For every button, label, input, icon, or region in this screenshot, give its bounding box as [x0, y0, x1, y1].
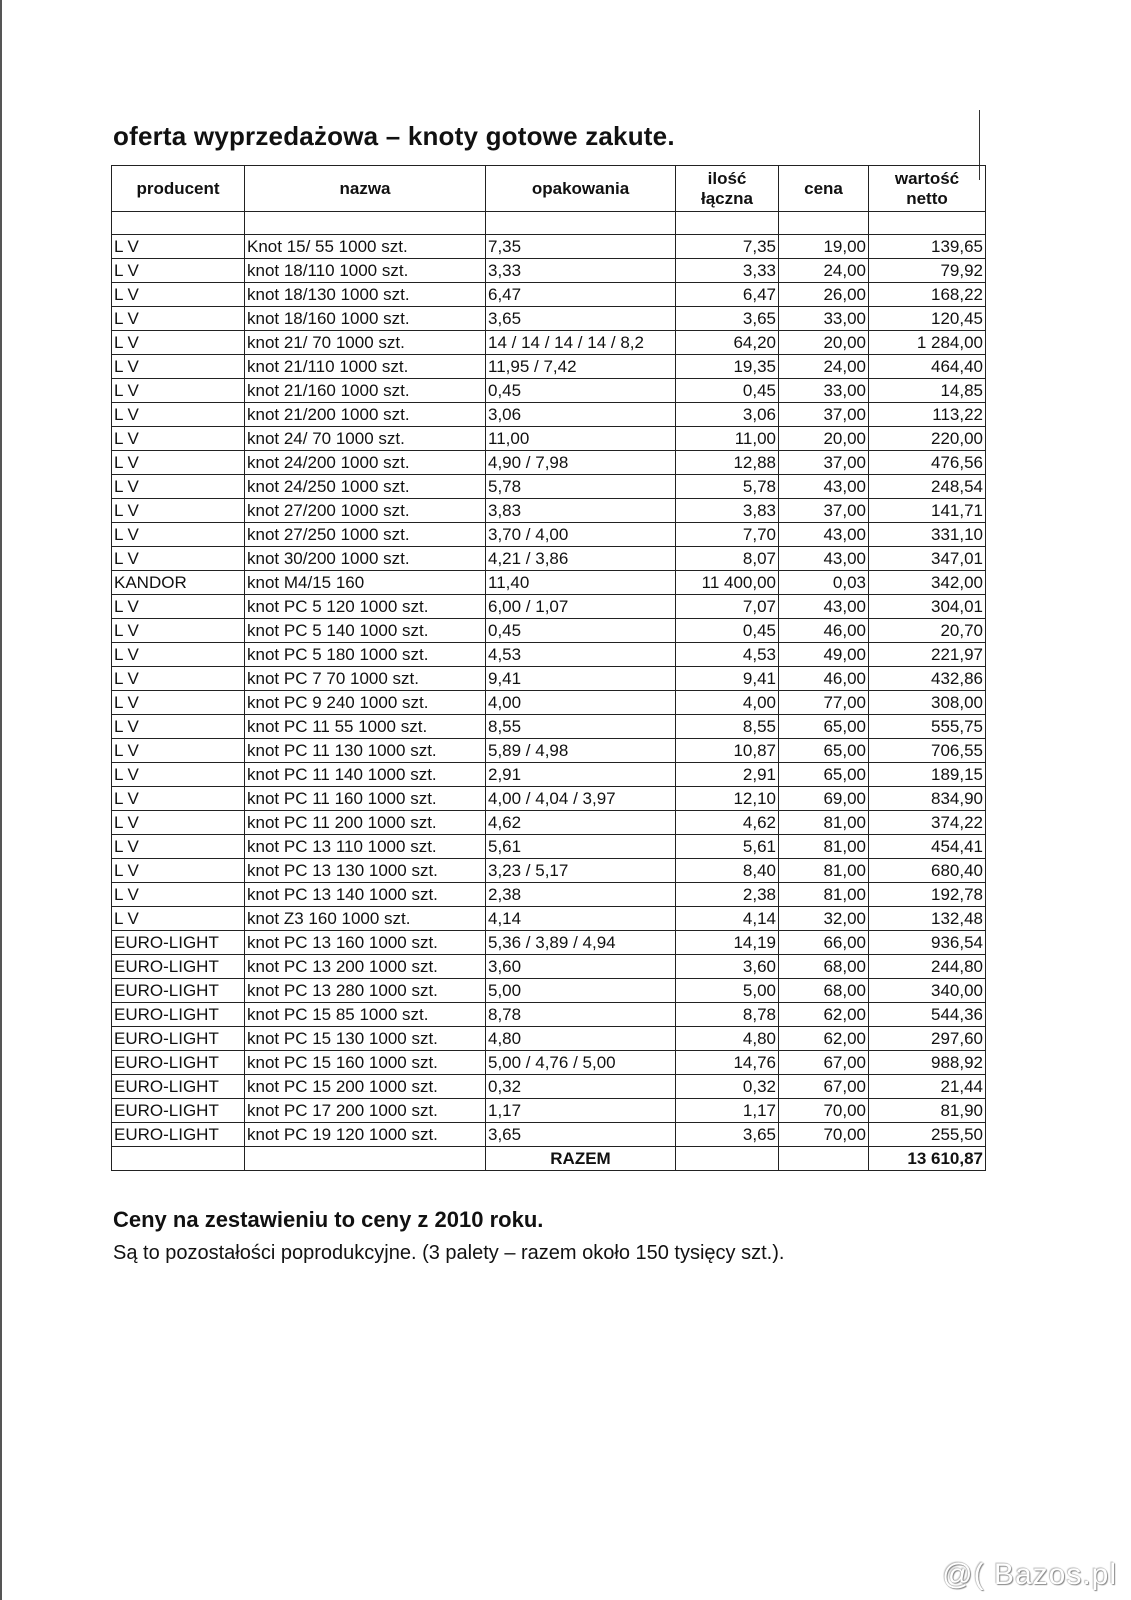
cell-producent: L V [112, 907, 245, 931]
blank-row [112, 212, 986, 235]
cell-nazwa: knot PC 15 130 1000 szt. [245, 1027, 486, 1051]
cell-wartosc: 79,92 [869, 259, 986, 283]
cell-opakowania: 4,53 [486, 643, 676, 667]
cell-nazwa: knot PC 15 160 1000 szt. [245, 1051, 486, 1075]
cell-ilosc: 4,62 [676, 811, 779, 835]
cell-ilosc: 12,10 [676, 787, 779, 811]
blank-cell [869, 212, 986, 235]
cell-opakowania: 4,00 [486, 691, 676, 715]
cell-producent: L V [112, 667, 245, 691]
cell-nazwa: knot PC 15 200 1000 szt. [245, 1075, 486, 1099]
cell-nazwa: knot PC 5 140 1000 szt. [245, 619, 486, 643]
cell-cena: 70,00 [779, 1099, 869, 1123]
cell-cena: 26,00 [779, 283, 869, 307]
cell-nazwa: knot M4/15 160 [245, 571, 486, 595]
cell-producent: EURO-LIGHT [112, 1123, 245, 1147]
cell-opakowania: 5,00 / 4,76 / 5,00 [486, 1051, 676, 1075]
header-wartosc-line2: netto [906, 188, 948, 208]
cell-cena: 65,00 [779, 715, 869, 739]
cell-opakowania: 2,38 [486, 883, 676, 907]
cell-wartosc: 113,22 [869, 403, 986, 427]
cell-producent: L V [112, 595, 245, 619]
cell-ilosc: 4,00 [676, 691, 779, 715]
cell-cena: 67,00 [779, 1075, 869, 1099]
cell-nazwa: knot 24/200 1000 szt. [245, 451, 486, 475]
cell-ilosc: 12,88 [676, 451, 779, 475]
cell-producent: L V [112, 451, 245, 475]
cell-ilosc: 4,80 [676, 1027, 779, 1051]
table-row [112, 811, 986, 835]
cell-nazwa: knot PC 11 140 1000 szt. [245, 763, 486, 787]
cell-cena: 37,00 [779, 499, 869, 523]
cell-cena: 0,03 [779, 571, 869, 595]
table-row [112, 259, 986, 283]
total-blank-cell [112, 1147, 245, 1171]
blank-cell [245, 212, 486, 235]
total-blank-cell [779, 1147, 869, 1171]
cell-opakowania: 5,36 / 3,89 / 4,94 [486, 931, 676, 955]
cell-nazwa: knot PC 7 70 1000 szt. [245, 667, 486, 691]
blank-cell [112, 212, 245, 235]
cell-producent: L V [112, 403, 245, 427]
cell-nazwa: knot PC 13 200 1000 szt. [245, 955, 486, 979]
table-row [112, 1051, 986, 1075]
bazos-watermark: @( Bazos.pl [942, 1558, 1117, 1591]
cell-ilosc: 7,35 [676, 235, 779, 259]
cell-ilosc: 0,32 [676, 1075, 779, 1099]
cell-ilosc: 1,17 [676, 1099, 779, 1123]
cell-producent: L V [112, 547, 245, 571]
cell-ilosc: 0,45 [676, 619, 779, 643]
cell-nazwa: knot 21/160 1000 szt. [245, 379, 486, 403]
table-row [112, 907, 986, 931]
header-ilosc-line1: ilość [707, 168, 747, 188]
cell-producent: L V [112, 235, 245, 259]
cell-producent: L V [112, 859, 245, 883]
cell-wartosc: 988,92 [869, 1051, 986, 1075]
cell-wartosc: 454,41 [869, 835, 986, 859]
cell-ilosc: 8,07 [676, 547, 779, 571]
table-row [112, 499, 986, 523]
cell-opakowania: 11,95 / 7,42 [486, 355, 676, 379]
cell-nazwa: knot PC 13 110 1000 szt. [245, 835, 486, 859]
cell-wartosc: 308,00 [869, 691, 986, 715]
cell-cena: 19,00 [779, 235, 869, 259]
scan-left-edge [0, 0, 2, 1600]
cell-wartosc: 141,71 [869, 499, 986, 523]
total-label: RAZEM [486, 1147, 676, 1171]
cell-wartosc: 464,40 [869, 355, 986, 379]
cell-cena: 43,00 [779, 523, 869, 547]
cell-wartosc: 14,85 [869, 379, 986, 403]
cell-cena: 81,00 [779, 883, 869, 907]
cell-opakowania: 0,45 [486, 379, 676, 403]
cell-producent: L V [112, 763, 245, 787]
header-producent: producent [112, 166, 245, 212]
cell-producent: L V [112, 787, 245, 811]
cell-ilosc: 5,61 [676, 835, 779, 859]
cell-producent: L V [112, 499, 245, 523]
cell-producent: L V [112, 427, 245, 451]
cell-opakowania: 8,78 [486, 1003, 676, 1027]
cell-producent: KANDOR [112, 571, 245, 595]
cell-cena: 69,00 [779, 787, 869, 811]
cell-producent: L V [112, 307, 245, 331]
cell-wartosc: 192,78 [869, 883, 986, 907]
cell-ilosc: 4,14 [676, 907, 779, 931]
cell-opakowania: 5,78 [486, 475, 676, 499]
cell-opakowania: 5,89 / 4,98 [486, 739, 676, 763]
cell-wartosc: 168,22 [869, 283, 986, 307]
cell-opakowania: 4,00 / 4,04 / 3,97 [486, 787, 676, 811]
blank-cell [676, 212, 779, 235]
cell-cena: 33,00 [779, 307, 869, 331]
cell-cena: 20,00 [779, 331, 869, 355]
cell-opakowania: 3,65 [486, 307, 676, 331]
cell-opakowania: 7,35 [486, 235, 676, 259]
cell-opakowania: 5,61 [486, 835, 676, 859]
cell-nazwa: knot PC 9 240 1000 szt. [245, 691, 486, 715]
cell-producent: L V [112, 523, 245, 547]
cell-ilosc: 3,83 [676, 499, 779, 523]
table-row [112, 379, 986, 403]
cell-opakowania: 0,45 [486, 619, 676, 643]
table-row [112, 403, 986, 427]
cell-ilosc: 3,33 [676, 259, 779, 283]
cell-nazwa: knot 24/ 70 1000 szt. [245, 427, 486, 451]
cell-producent: EURO-LIGHT [112, 955, 245, 979]
cell-cena: 43,00 [779, 547, 869, 571]
cell-nazwa: knot PC 11 160 1000 szt. [245, 787, 486, 811]
cell-cena: 81,00 [779, 835, 869, 859]
table-row [112, 1099, 986, 1123]
cell-nazwa: knot 18/110 1000 szt. [245, 259, 486, 283]
cell-ilosc: 7,70 [676, 523, 779, 547]
cell-wartosc: 189,15 [869, 763, 986, 787]
cell-producent: L V [112, 619, 245, 643]
cell-wartosc: 248,54 [869, 475, 986, 499]
cell-ilosc: 64,20 [676, 331, 779, 355]
cell-wartosc: 347,01 [869, 547, 986, 571]
cell-opakowania: 4,14 [486, 907, 676, 931]
cell-producent: EURO-LIGHT [112, 1051, 245, 1075]
header-opakowania: opakowania [486, 166, 676, 212]
table-row [112, 1027, 986, 1051]
table-row [112, 1075, 986, 1099]
cell-opakowania: 3,83 [486, 499, 676, 523]
table-row [112, 1123, 986, 1147]
cell-producent: L V [112, 643, 245, 667]
cell-nazwa: knot PC 11 130 1000 szt. [245, 739, 486, 763]
cell-nazwa: knot PC 13 140 1000 szt. [245, 883, 486, 907]
cell-producent: L V [112, 379, 245, 403]
cell-nazwa: knot PC 5 180 1000 szt. [245, 643, 486, 667]
table-row [112, 619, 986, 643]
cell-cena: 70,00 [779, 1123, 869, 1147]
cell-wartosc: 139,65 [869, 235, 986, 259]
cell-ilosc: 2,38 [676, 883, 779, 907]
cell-nazwa: knot 18/160 1000 szt. [245, 307, 486, 331]
cell-ilosc: 6,47 [676, 283, 779, 307]
cell-nazwa: knot 24/250 1000 szt. [245, 475, 486, 499]
cell-wartosc: 21,44 [869, 1075, 986, 1099]
cell-opakowania: 4,21 / 3,86 [486, 547, 676, 571]
cell-opakowania: 4,90 / 7,98 [486, 451, 676, 475]
cell-wartosc: 331,10 [869, 523, 986, 547]
cell-wartosc: 544,36 [869, 1003, 986, 1027]
document-title: oferta wyprzedażowa – knoty gotowe zakute. [113, 121, 675, 151]
cell-ilosc: 14,19 [676, 931, 779, 955]
cell-cena: 68,00 [779, 955, 869, 979]
table-row [112, 787, 986, 811]
blank-cell [486, 212, 676, 235]
cell-ilosc: 2,91 [676, 763, 779, 787]
cell-producent: L V [112, 355, 245, 379]
cell-wartosc: 834,90 [869, 787, 986, 811]
table-row [112, 427, 986, 451]
cell-ilosc: 11 400,00 [676, 571, 779, 595]
cell-cena: 65,00 [779, 739, 869, 763]
cell-nazwa: knot PC 17 200 1000 szt. [245, 1099, 486, 1123]
cell-ilosc: 11,00 [676, 427, 779, 451]
cell-wartosc: 20,70 [869, 619, 986, 643]
table-row [112, 955, 986, 979]
cell-wartosc: 1 284,00 [869, 331, 986, 355]
table-row [112, 739, 986, 763]
table-row [112, 451, 986, 475]
table-row [112, 235, 986, 259]
cell-producent: L V [112, 811, 245, 835]
table-row [112, 475, 986, 499]
cell-ilosc: 8,55 [676, 715, 779, 739]
cell-opakowania: 3,60 [486, 955, 676, 979]
cell-ilosc: 5,78 [676, 475, 779, 499]
cell-nazwa: knot 27/200 1000 szt. [245, 499, 486, 523]
cell-producent: L V [112, 475, 245, 499]
cell-ilosc: 14,76 [676, 1051, 779, 1075]
cell-nazwa: knot PC 15 85 1000 szt. [245, 1003, 486, 1027]
cell-opakowania: 5,00 [486, 979, 676, 1003]
total-value: 13 610,87 [869, 1147, 986, 1171]
cell-producent: EURO-LIGHT [112, 1027, 245, 1051]
cell-ilosc: 3,65 [676, 307, 779, 331]
cell-nazwa: knot 21/110 1000 szt. [245, 355, 486, 379]
cell-producent: EURO-LIGHT [112, 1003, 245, 1027]
cell-producent: EURO-LIGHT [112, 1075, 245, 1099]
cell-nazwa: knot PC 5 120 1000 szt. [245, 595, 486, 619]
cell-wartosc: 432,86 [869, 667, 986, 691]
cell-cena: 20,00 [779, 427, 869, 451]
cell-wartosc: 297,60 [869, 1027, 986, 1051]
note-text: Są to pozostałości poprodukcyjne. (3 palety – razem około 150 tysięcy szt.). [113, 1242, 785, 1264]
table-row [112, 691, 986, 715]
cell-producent: L V [112, 883, 245, 907]
cell-opakowania: 2,91 [486, 763, 676, 787]
header-ilosc [676, 166, 779, 212]
cell-nazwa: knot 21/ 70 1000 szt. [245, 331, 486, 355]
cell-nazwa: knot PC 13 160 1000 szt. [245, 931, 486, 955]
cell-wartosc: 81,90 [869, 1099, 986, 1123]
cell-ilosc: 19,35 [676, 355, 779, 379]
cell-ilosc: 3,65 [676, 1123, 779, 1147]
cell-opakowania: 3,06 [486, 403, 676, 427]
table-row [112, 523, 986, 547]
cell-cena: 24,00 [779, 259, 869, 283]
cell-nazwa: knot Z3 160 1000 szt. [245, 907, 486, 931]
cell-producent: L V [112, 259, 245, 283]
header-nazwa: nazwa [245, 166, 486, 212]
cell-nazwa: knot 21/200 1000 szt. [245, 403, 486, 427]
cell-wartosc: 936,54 [869, 931, 986, 955]
header-wartosc [869, 166, 986, 212]
cell-opakowania: 1,17 [486, 1099, 676, 1123]
cell-nazwa: knot PC 13 130 1000 szt. [245, 859, 486, 883]
cell-nazwa: knot PC 11 200 1000 szt. [245, 811, 486, 835]
cell-wartosc: 120,45 [869, 307, 986, 331]
cell-cena: 65,00 [779, 763, 869, 787]
cell-ilosc: 9,41 [676, 667, 779, 691]
cell-wartosc: 476,56 [869, 451, 986, 475]
blank-cell [779, 212, 869, 235]
cell-nazwa: knot 30/200 1000 szt. [245, 547, 486, 571]
price-table [111, 165, 986, 1171]
cell-ilosc: 3,06 [676, 403, 779, 427]
cell-wartosc: 255,50 [869, 1123, 986, 1147]
cell-cena: 67,00 [779, 1051, 869, 1075]
cell-ilosc: 4,53 [676, 643, 779, 667]
table-row [112, 355, 986, 379]
cell-producent: L V [112, 835, 245, 859]
total-row [112, 1147, 986, 1171]
cell-opakowania: 3,65 [486, 1123, 676, 1147]
table-row [112, 835, 986, 859]
table-header [112, 166, 986, 212]
table-row [112, 1003, 986, 1027]
cell-cena: 24,00 [779, 355, 869, 379]
cell-wartosc: 342,00 [869, 571, 986, 595]
cell-cena: 43,00 [779, 475, 869, 499]
header-cena: cena [779, 166, 869, 212]
cell-wartosc: 680,40 [869, 859, 986, 883]
cell-cena: 37,00 [779, 403, 869, 427]
total-blank-cell [676, 1147, 779, 1171]
cell-cena: 46,00 [779, 619, 869, 643]
cell-nazwa: knot 18/130 1000 szt. [245, 283, 486, 307]
total-blank-cell [245, 1147, 486, 1171]
cell-opakowania: 3,70 / 4,00 [486, 523, 676, 547]
cell-opakowania: 8,55 [486, 715, 676, 739]
note-heading: Ceny na zestawieniu to ceny z 2010 roku. [113, 1207, 544, 1232]
cell-wartosc: 304,01 [869, 595, 986, 619]
cell-opakowania: 0,32 [486, 1075, 676, 1099]
header-ilosc-line2: łączna [701, 188, 753, 208]
table-body [112, 212, 986, 1147]
cell-producent: L V [112, 715, 245, 739]
table-row [112, 883, 986, 907]
cell-ilosc: 8,40 [676, 859, 779, 883]
cell-wartosc: 340,00 [869, 979, 986, 1003]
cell-producent: L V [112, 283, 245, 307]
header-wartosc-line1: wartość [894, 168, 960, 188]
cell-cena: 62,00 [779, 1027, 869, 1051]
table-row [112, 715, 986, 739]
cell-nazwa: Knot 15/ 55 1000 szt. [245, 235, 486, 259]
cell-producent: L V [112, 739, 245, 763]
table-row [112, 571, 986, 595]
cell-producent: EURO-LIGHT [112, 979, 245, 1003]
table-row [112, 283, 986, 307]
cell-ilosc: 8,78 [676, 1003, 779, 1027]
table-row [112, 331, 986, 355]
table-row [112, 595, 986, 619]
table-row [112, 763, 986, 787]
table-row [112, 547, 986, 571]
cell-cena: 46,00 [779, 667, 869, 691]
cell-wartosc: 374,22 [869, 811, 986, 835]
table-row [112, 931, 986, 955]
cell-ilosc: 0,45 [676, 379, 779, 403]
cell-cena: 43,00 [779, 595, 869, 619]
cell-ilosc: 10,87 [676, 739, 779, 763]
cell-wartosc: 555,75 [869, 715, 986, 739]
cell-nazwa: knot 27/250 1000 szt. [245, 523, 486, 547]
table-row [112, 643, 986, 667]
table-row [112, 859, 986, 883]
cell-ilosc: 3,60 [676, 955, 779, 979]
cell-wartosc: 706,55 [869, 739, 986, 763]
cell-ilosc: 5,00 [676, 979, 779, 1003]
cell-opakowania: 4,80 [486, 1027, 676, 1051]
cell-producent: EURO-LIGHT [112, 931, 245, 955]
cell-cena: 81,00 [779, 811, 869, 835]
cell-opakowania: 3,33 [486, 259, 676, 283]
cell-wartosc: 244,80 [869, 955, 986, 979]
cell-producent: L V [112, 331, 245, 355]
cell-producent: EURO-LIGHT [112, 1099, 245, 1123]
table-row [112, 979, 986, 1003]
cell-opakowania: 14 / 14 / 14 / 14 / 8,2 [486, 331, 676, 355]
cell-ilosc: 7,07 [676, 595, 779, 619]
cell-cena: 32,00 [779, 907, 869, 931]
cell-wartosc: 132,48 [869, 907, 986, 931]
cell-cena: 62,00 [779, 1003, 869, 1027]
cell-opakowania: 3,23 / 5,17 [486, 859, 676, 883]
table-row [112, 307, 986, 331]
cell-nazwa: knot PC 11 55 1000 szt. [245, 715, 486, 739]
cell-producent: L V [112, 691, 245, 715]
cell-cena: 77,00 [779, 691, 869, 715]
cell-nazwa: knot PC 13 280 1000 szt. [245, 979, 486, 1003]
cell-opakowania: 6,00 / 1,07 [486, 595, 676, 619]
cell-opakowania: 9,41 [486, 667, 676, 691]
cell-cena: 37,00 [779, 451, 869, 475]
cell-opakowania: 4,62 [486, 811, 676, 835]
cell-nazwa: knot PC 19 120 1000 szt. [245, 1123, 486, 1147]
cell-wartosc: 220,00 [869, 427, 986, 451]
table-row [112, 667, 986, 691]
cell-cena: 33,00 [779, 379, 869, 403]
cell-cena: 81,00 [779, 859, 869, 883]
cell-opakowania: 11,00 [486, 427, 676, 451]
cell-cena: 49,00 [779, 643, 869, 667]
cell-wartosc: 221,97 [869, 643, 986, 667]
cell-opakowania: 6,47 [486, 283, 676, 307]
cell-cena: 68,00 [779, 979, 869, 1003]
cell-cena: 66,00 [779, 931, 869, 955]
cell-opakowania: 11,40 [486, 571, 676, 595]
